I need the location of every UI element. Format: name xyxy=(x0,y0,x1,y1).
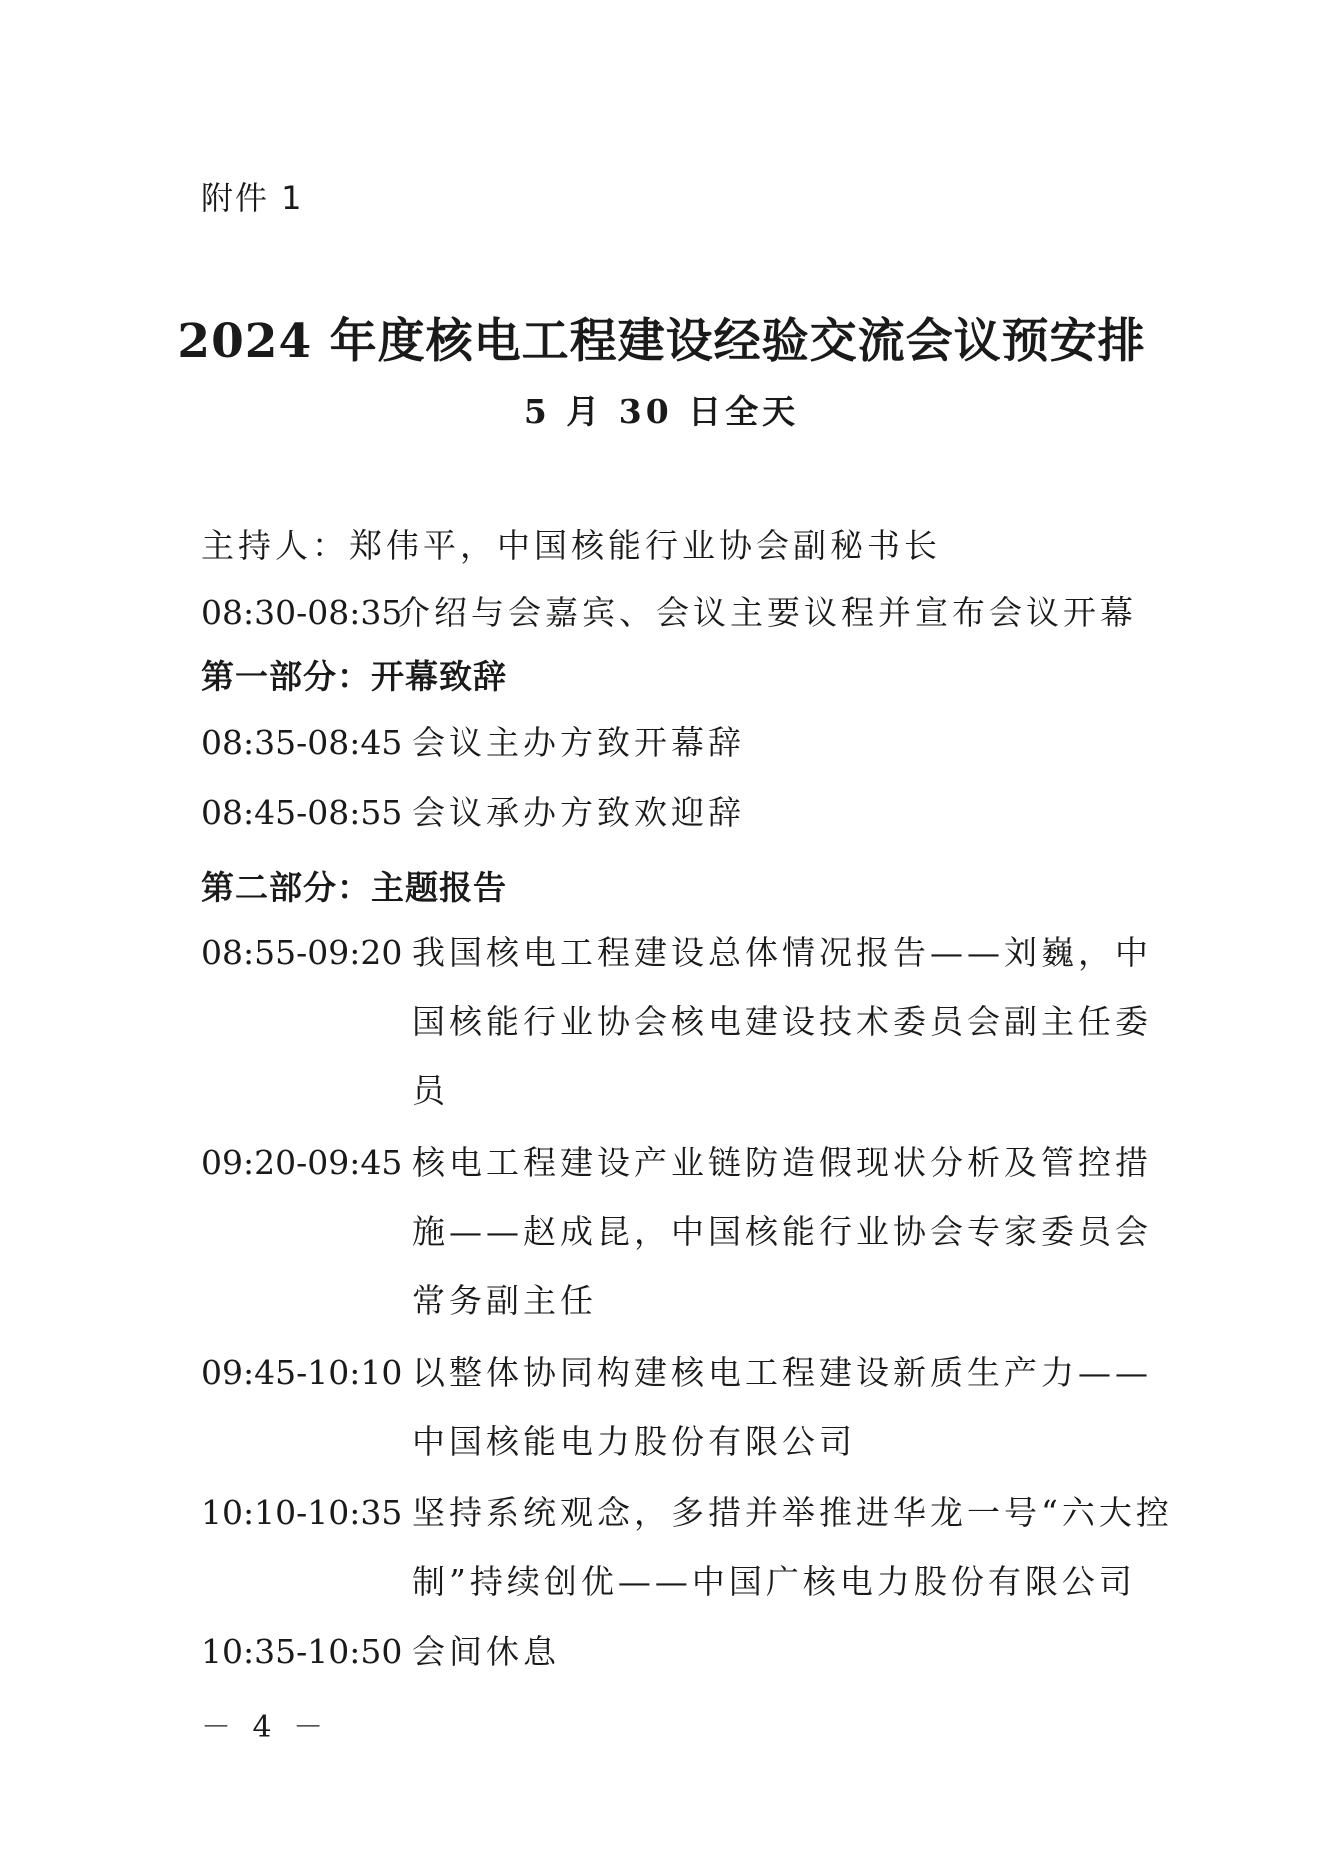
agenda-text xyxy=(412,918,1323,1125)
agenda-text-line: 施——赵成昆，中国核能行业协会专家委员会 xyxy=(412,1212,1152,1251)
agenda-text-line: 核电工程建设产业链防造假现状分析及管控措 xyxy=(412,1143,1152,1182)
page-number: － 4 － xyxy=(201,1710,330,1745)
agenda-text-line: 以整体协同构建核电工程建设新质生产力—— xyxy=(412,1353,1152,1392)
document-subtitle: 5 月 30 日全天 xyxy=(523,392,800,431)
agenda-text-line: 坚持系统观念，多措并举推进华龙一号“六大控 xyxy=(412,1493,1173,1532)
agenda-time: 08:35-08:45 xyxy=(201,723,403,762)
attachment-label: 附件 1 xyxy=(201,179,304,217)
agenda-text xyxy=(412,1338,1323,1476)
agenda-time: 09:45-10:10 xyxy=(201,1353,403,1392)
agenda-time: 10:10-10:35 xyxy=(201,1493,403,1532)
agenda-text-line: 会间休息 xyxy=(412,1632,560,1671)
agenda-text: 会议主办方致开幕辞 xyxy=(412,723,745,762)
document-title: 2024 年度核电工程建设经验交流会议预安排 xyxy=(177,314,1146,369)
agenda-time: 09:20-09:45 xyxy=(201,1143,403,1182)
host-line: 主持人：郑伟平，中国核能行业协会副秘书长 xyxy=(201,526,941,565)
agenda-text xyxy=(412,1128,1323,1335)
agenda-text xyxy=(412,1478,1323,1616)
agenda-text-line: 中国核能电力股份有限公司 xyxy=(412,1422,856,1461)
agenda-text-line: 我国核电工程建设总体情况报告——刘巍，中 xyxy=(412,933,1152,972)
agenda-text: 会议承办方致欢迎辞 xyxy=(412,793,745,832)
agenda-text-line: 常务副主任 xyxy=(412,1281,597,1320)
agenda-time: 10:35-10:50 xyxy=(201,1632,403,1671)
agenda-text xyxy=(412,1617,1323,1686)
agenda-text: 介绍与会嘉宾、会议主要议程并宣布会议开幕 xyxy=(397,593,1137,632)
agenda-text-line: 员 xyxy=(412,1071,449,1110)
agenda-text-line: 国核能行业协会核电建设技术委员会副主任委 xyxy=(412,1002,1152,1041)
agenda-time: 08:30-08:35 xyxy=(201,593,403,632)
agenda-time: 08:45-08:55 xyxy=(201,793,403,832)
section-one-title: 第一部分：开幕致辞 xyxy=(201,657,507,696)
agenda-text-line: 制”持续创优——中国广核电力股份有限公司 xyxy=(412,1562,1136,1601)
agenda-time: 08:55-09:20 xyxy=(201,933,403,972)
section-two-title: 第二部分：主题报告 xyxy=(201,868,507,907)
